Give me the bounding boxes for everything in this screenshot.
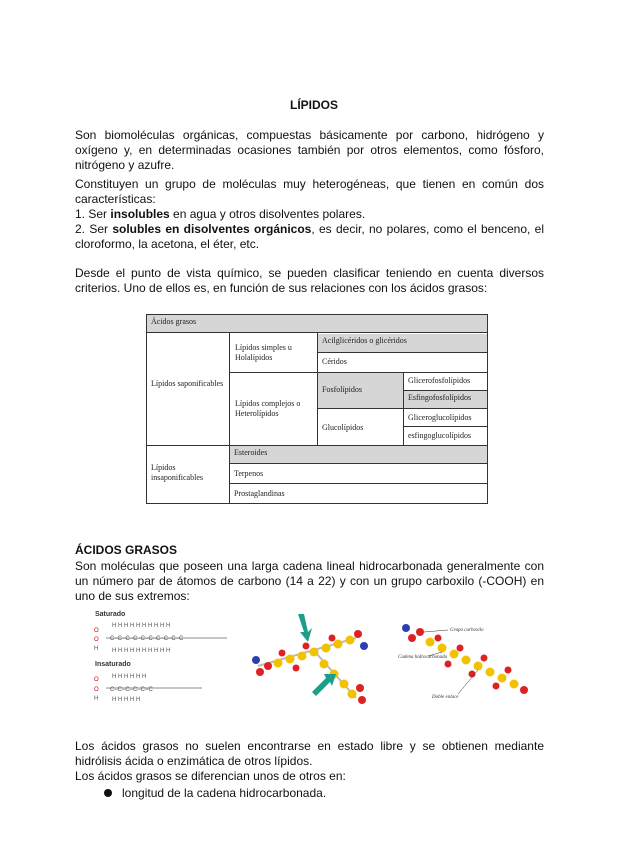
svg-text:O: O	[94, 687, 99, 693]
label-carboxilo: Grupo carboxilo	[450, 628, 484, 633]
outro-paragraph	[75, 739, 544, 784]
list-item	[104, 786, 326, 800]
outro-line: Los ácidos grasos no suelen encontrarse en estado libre y se obtienen mediante	[75, 739, 544, 753]
page-title: LÍPIDOS	[289, 98, 338, 112]
svg-text:C–C–C–C–C–C–C–C–C–C: C–C–C–C–C–C–C–C–C–C	[110, 636, 184, 642]
terpenos-label: Terpenos	[234, 469, 264, 478]
intro-paragraph	[75, 128, 544, 173]
lipid-classification-table	[146, 314, 488, 504]
svg-text:H H H H H H: H H H H H H	[112, 674, 147, 680]
bullet-icon	[104, 789, 112, 797]
svg-text:O: O	[94, 637, 99, 643]
ball-stick-model	[246, 608, 378, 706]
label-doble-enlace: Doble enlace	[432, 695, 459, 700]
characteristic-item-1: 1. Ser insolubles en agua y otros disolventes polares.	[75, 207, 366, 221]
fatty-line: un número par de átomos de carbono (14 a 22) y con un grupo carboxilo (-COOH) en	[75, 574, 544, 588]
esfingofosfolipidos-label: Esfingofosfolípidos	[404, 391, 487, 408]
simples-label: Lípidos simples u Holalípidos	[235, 343, 292, 362]
hetero-line: Constituyen un grupo de moléculas muy heterogéneas, que tienen en común dos	[75, 177, 544, 191]
classification-paragraph	[75, 266, 544, 296]
svg-text:H: H	[94, 696, 99, 702]
classification-line: Desde el punto de vista químico, se pueden clasificar teniendo en cuenta diversos	[75, 266, 544, 280]
esfingoglucolipidos-label: esfingoglucolípidos	[408, 431, 472, 440]
svg-text:H: H	[94, 646, 99, 652]
outro-line: hidrólisis ácida o enzimática de otros lípidos.	[75, 754, 313, 768]
fatty-line: uno de sus extremos:	[75, 589, 190, 603]
svg-text:H H H H H H H H H H: H H H H H H H H H H	[112, 623, 171, 629]
intro-line: nitrógeno y azufre.	[75, 158, 175, 172]
svg-text:O: O	[94, 628, 99, 634]
complejos-label: Lípidos complejos o Heterolípidos	[235, 399, 301, 418]
svg-text:H H H H H: H H H H H	[112, 697, 141, 703]
characteristic-item-2: 2. Ser solubles en disolventes orgánicos, es decir, no polares, como el benceno, el	[75, 222, 545, 236]
saponificables-label: Lípidos saponificables	[151, 379, 224, 388]
saturado-label: Saturado	[95, 611, 126, 618]
label-cadena: Cadena hidrocarbonada	[398, 655, 448, 660]
acilgliceridos-label: Acilglicéridos o glicéridos	[318, 334, 487, 352]
characteristic-item-2-cont: cloroformo, la acetona, el éter, etc.	[75, 237, 260, 251]
svg-text:C–C–C–C–C=C: C–C–C–C–C=C	[110, 687, 153, 693]
glicerofosfolipidos-label: Glicerofosfolípidos	[408, 376, 471, 385]
gliceroglucolipidos-label: Gliceroglucolípidos	[408, 413, 472, 422]
classification-line: criterios. Uno de ellos es, en función de sus relaciones con los ácidos grasos:	[75, 281, 488, 295]
list-item-text: longitud de la cadena hidrocarbonada.	[122, 786, 327, 800]
fosfolipidos-label: Fosfolípidos	[318, 373, 403, 408]
svg-text:H H H H H H H H H H: H H H H H H H H H H	[112, 648, 171, 654]
insaturado-label: Insaturado	[95, 661, 131, 668]
intro-line: oxígeno y, en determinadas ocasiones también por otros elementos, como fósforo,	[75, 143, 544, 157]
hetero-line: características:	[75, 192, 156, 206]
esteroides-label: Esteroides	[230, 446, 487, 463]
insaponificables-label: Lípidos insaponificables	[151, 463, 203, 482]
svg-text:O: O	[94, 677, 99, 683]
heterogeneous-paragraph	[75, 177, 544, 252]
table-header: Ácidos grasos	[147, 315, 487, 333]
fatty-acids-heading: ÁCIDOS GRASOS	[75, 543, 178, 557]
intro-line: Son biomoléculas orgánicas, compuestas básicamente por carbono, hidrógeno y	[75, 128, 544, 142]
fatty-line: Son moléculas que poseen una larga cadena lineal hidrocarbonada generalmente con	[75, 559, 544, 573]
prostaglandinas-label: Prostaglandinas	[234, 489, 285, 498]
ceridos-label: Céridos	[322, 357, 347, 366]
outro-line: Los ácidos grasos se diferencian unos de otros en:	[75, 769, 346, 783]
fatty-acids-paragraph	[75, 559, 544, 604]
labeled-model-figure	[398, 612, 532, 706]
glucolipidos-label: Glucolípidos	[322, 423, 364, 432]
fatty-acid-formulas-figure	[92, 608, 232, 703]
